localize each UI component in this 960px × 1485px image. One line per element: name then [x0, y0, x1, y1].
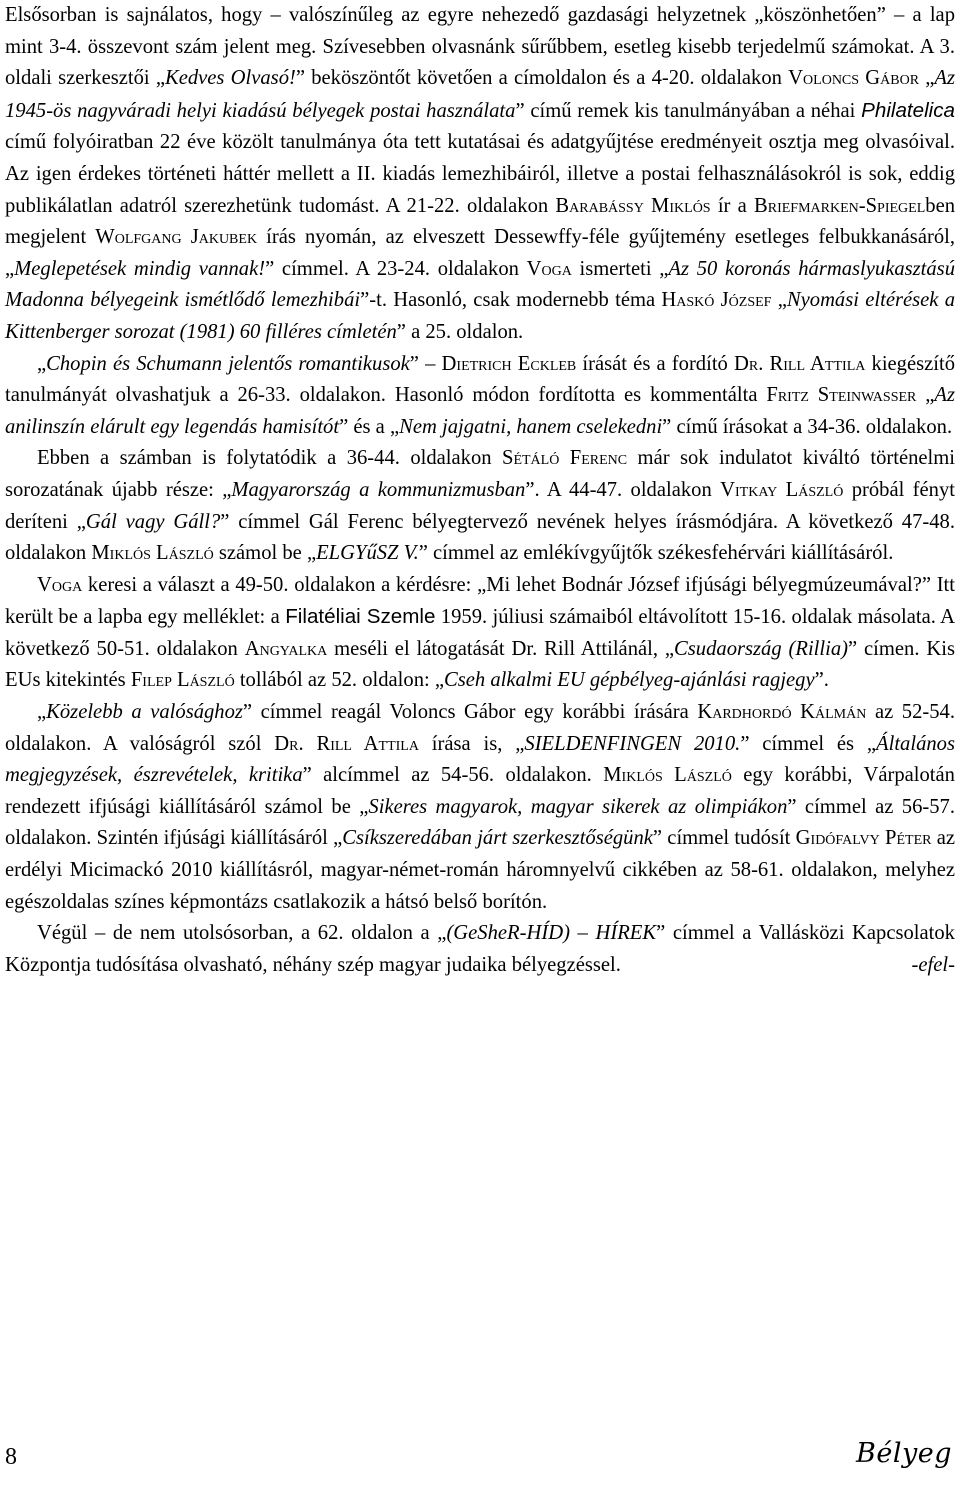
paragraph-5: [5, 697, 955, 918]
text-run: című folyóiratban 22 éve közölt tanulmánya óta tett kutatásai és adatgyűjtése eredményeit osztja meg olvasóival. Az igen érdekes történeti háttér mellett a II. kiadás lemezhibáiról, illetve a postai felhasználásokról is sok, eddig publikálatlan adatról szerezhetünk tudomást. A 21-22. oldalakon: [5, 131, 955, 217]
text-run: ” címmel és „: [740, 732, 877, 755]
author-signature: -efel-: [911, 953, 955, 976]
italic-title: Nyomási eltérések a Kittenberger sorozat (1981) 60 filléres címletén: [5, 289, 955, 343]
italic-title: Nem jajgatni, hanem cselekedni: [399, 415, 663, 438]
text-run: „: [919, 67, 935, 90]
paragraph-6: [5, 918, 955, 981]
author-name: Barabássy Miklós: [555, 194, 711, 217]
text-run: ben megjelent: [5, 194, 956, 249]
author-name: Sétáló Ferenc: [501, 447, 628, 470]
journal-name: Philatelica: [861, 98, 955, 122]
italic-title: Sikeres magyarok, magyar sikerek az olimpiákon: [368, 795, 788, 818]
author-name: Voga: [37, 573, 83, 596]
text-run: Elsősorban is sajnálatos, hogy – valószínűleg az egyre nehezedő gazdasági helyzetnek „köszönhetően” – a lap mint 3-4. összevont szám jelent meg. Szívesebben olvasnánk sűrűbbem, esetleg kisebb terjedelmű számokat. A 3. oldali szerkesztői „: [5, 4, 955, 90]
italic-title: ELGYűSZ V.: [316, 542, 419, 565]
text-run: 1959. júliusi számaiból eltávolított 15-16. oldalak másolata. A következő 50-51. oldalakon: [5, 606, 956, 660]
text-run: ” címen. Kis EUs kitekintés: [5, 637, 955, 692]
magazine-logo: Bélyeg: [856, 1438, 952, 1469]
italic-title: Csudaország (Rillia): [674, 637, 848, 660]
text-run: meséli el látogatását Dr. Rill Attilánál, „: [327, 637, 675, 660]
text-run: Ebben a számban is folytatódik a 36-44. oldalakon: [37, 447, 502, 470]
italic-title: Kedves Olvasó!: [164, 67, 296, 90]
text-run: ”. A 44-47. oldalakon: [525, 478, 721, 501]
text-run: már sok indulatot kiváltó történelmi sorozatának újabb része: „: [5, 447, 955, 501]
text-run: „: [37, 701, 47, 724]
italic-title: Az 50 koronás hármaslyukasztású Madonna bélyegeink ismétlődő lemezhibái: [5, 257, 955, 312]
text-run: ” beköszöntőt követően a címoldalon és a 4-20. oldalakon: [295, 67, 789, 90]
text-run: ismerteti „: [571, 257, 669, 280]
text-run: egy korábbi, Várpalotán rendezett ifjúsági kiállításáról számol be „: [5, 764, 955, 818]
author-name: Dr. Rill Attila: [734, 352, 866, 375]
text-run: ” címmel. A 23-24. oldalakon: [265, 257, 527, 280]
text-run: próbál fényt deríteni „: [5, 478, 955, 533]
text-run: ” című remek kis tanulmányában a néhai: [515, 99, 862, 122]
text-run: ” alcímmel az 54-56. oldalakon.: [302, 764, 604, 787]
author-name: Angyalka: [244, 637, 328, 660]
italic-title: Az anilinszín elárult egy legendás hamisítót: [5, 384, 955, 438]
text-run: ”.: [814, 669, 829, 692]
text-run: ír a: [710, 194, 754, 217]
text-run: tollából az 52. oldalon: „: [234, 669, 445, 692]
author-name: Dietrich Eckleb: [441, 352, 577, 375]
author-name: Voloncs Gábor: [788, 67, 920, 90]
text-run: írása is, „: [418, 732, 525, 755]
text-run: Végül – de nem utolsósorban, a 62. oldalon a „: [37, 922, 447, 945]
author-name: Voga: [526, 257, 572, 280]
italic-title: SIELDENFINGEN 2010.: [524, 732, 741, 755]
italic-title: Cseh alkalmi EU gépbélyeg-ajánlási ragjegy: [444, 669, 815, 692]
italic-title: Az 1945-ös nagyváradi helyi kiadású bélyegek postai használata: [5, 67, 955, 122]
text-run: kiegészítő tanulmányát olvashatjuk a 26-33. oldalakon. Hasonló módon fordította es kommentálta: [5, 352, 956, 407]
text-run: írását és a fordító: [576, 352, 735, 375]
text-run: ”-t. Hasonló, csak modernebb téma: [360, 289, 662, 312]
italic-title: Csíkszeredában járt szerkesztőségünk: [342, 827, 653, 850]
italic-title: Magyarország a kommunizmusban: [231, 478, 526, 501]
journal-name: Briefmarken-Spiegel: [754, 194, 926, 217]
paragraph-1: [5, 0, 955, 349]
text-run: ” –: [409, 352, 442, 375]
author-name: Dr. Rill Attila: [274, 732, 419, 755]
author-name: Filep László: [130, 669, 235, 692]
author-name: Kardhordó Kálmán: [697, 701, 867, 724]
text-run: „: [771, 289, 787, 312]
italic-title: Általános megjegyzések, észrevételek, kritika: [5, 732, 955, 787]
text-run: ” címmel tudósít: [652, 827, 796, 850]
text-run: ” címmel az emlékívgyűjtők székesfehérvári kiállításáról.: [418, 542, 894, 565]
article-body: [5, 0, 955, 981]
author-name: Miklós László: [603, 764, 732, 787]
text-run: ” című írásokat a 34-36. oldalakon.: [662, 415, 953, 438]
text-run: számol be „: [213, 542, 317, 565]
text-run: ” és a „: [339, 415, 400, 438]
journal-name: Filatéliai Szemle: [285, 605, 436, 629]
text-run: az erdélyi Micimackó 2010 kiállításról, magyar-német-román háromnyelvű cikkében az 58-61. oldalakon, melyhez egészoldalas színes képmontázs csatlakozik a hátsó belső borítón.: [5, 827, 956, 913]
author-name: Miklós László: [91, 542, 214, 565]
text-run: írás nyomán, az elveszett Dessewffy-féle gyűjtemény esetleges felbukkanásáról, „: [5, 226, 955, 280]
italic-title: Chopin és Schumann jelentős romantikusok: [46, 352, 410, 375]
text-run: ” címmel reagál Voloncs Gábor egy korábbi írására: [242, 701, 698, 724]
author-name: Fritz Steinwasser: [766, 384, 917, 407]
page-number: 8: [5, 1444, 17, 1470]
text-run: „: [916, 384, 935, 407]
author-name: Wolfgang Jakubek: [95, 226, 258, 249]
italic-title: Meglepetések mindig vannak!: [14, 257, 266, 280]
text-run: ” címmel Gál Ferenc bélyegtervező nevének helyes írásmódjára. A következő 47-48. oldalakon: [5, 510, 955, 565]
paragraph-2: [5, 349, 955, 444]
text-run: ” címmel a Vallásközi Kapcsolatok Központja tudósítása olvasható, néhány szép magyar judaika bélyegzéssel.: [5, 922, 955, 976]
italic-title: Gál vagy Gáll?: [85, 510, 221, 533]
text-run: ” címmel az 56-57. oldalakon. Szintén ifjúsági kiállításáról „: [5, 795, 955, 850]
author-name: Gidófalvy Péter: [795, 827, 932, 850]
text-run: „: [37, 352, 47, 375]
text-run: ” a 25. oldalon.: [396, 320, 524, 343]
paragraph-4: [5, 570, 955, 697]
author-name: Vitkay László: [720, 478, 844, 501]
text-run: az 52-54. oldalakon. A valóságról szól: [5, 701, 955, 755]
author-name: Haskó József: [661, 289, 772, 312]
paragraph-3: [5, 443, 955, 569]
italic-title: Közelebb a valósághoz: [46, 701, 243, 724]
italic-title: (GeSheR-HÍD) – HÍREK: [446, 922, 657, 945]
text-run: keresi a választ a 49-50. oldalakon a kérdésre: „Mi lehet Bodnár József ifjúsági bélyegmúzeumával?” Itt került be a lapba egy melléklet: a: [5, 573, 955, 629]
